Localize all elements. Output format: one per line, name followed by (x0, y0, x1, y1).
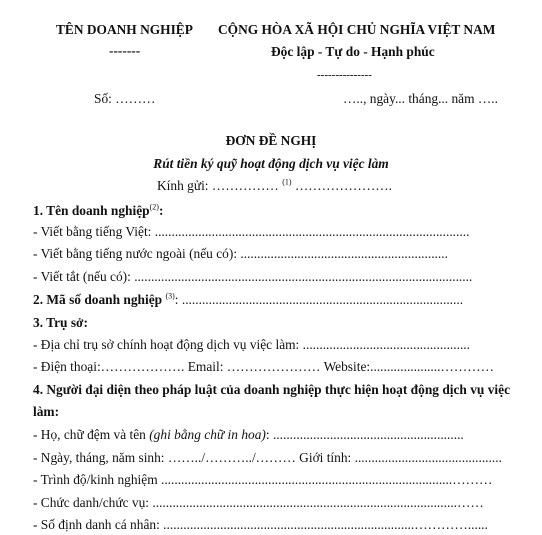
document-number: Số: ……… (94, 91, 156, 106)
field-enterprise-code[interactable]: : .................................................................................... (174, 292, 464, 307)
recipient-note: (1) (282, 177, 292, 187)
field-full-name[interactable] (33, 427, 464, 443)
document-subtitle: Rút tiền ký quỹ hoạt động dịch vụ việc làm (153, 156, 389, 171)
date-line: ….., ngày... tháng... năm ….. (343, 91, 498, 106)
field-personal-id[interactable]: - Số định danh cá nhân: ...........................................................................…………...... (33, 517, 488, 532)
full-name-dots: : ......................................................... (265, 427, 464, 442)
field-position[interactable]: - Chức danh/chức vụ: ...........................................................................................…… (33, 495, 484, 510)
company-dashes: ------- (109, 43, 141, 58)
full-name-hint: (ghi bằng chữ in hoa) (149, 427, 266, 442)
section2-heading: 2. Mã số doanh nghiệp (33, 292, 163, 307)
field-name-foreign[interactable]: - Viết bằng tiếng nước ngoài (nếu có): .............................................................. (33, 246, 448, 261)
document-title: ĐƠN ĐỀ NGHỊ (225, 133, 317, 148)
nation-title: CỘNG HÒA XÃ HỘI CHỦ NGHĨA VIỆT NAM (218, 22, 496, 37)
full-name-label: - Họ, chữ đệm và tên (33, 427, 150, 442)
section1-heading-text: 1. Tên doanh nghiệp (33, 203, 150, 218)
section2-line (33, 292, 463, 308)
company-title: TÊN DOANH NGHIỆP (56, 22, 193, 37)
field-name-short[interactable]: - Viết tắt (nếu có): ..................................................................................................... (33, 269, 473, 284)
section1-heading (33, 203, 163, 219)
field-head-office-address[interactable]: - Địa chỉ trụ sở chính hoạt động dịch vụ việc làm: .................................................. (33, 337, 471, 352)
recipient-label: Kính gửi: …………… (157, 178, 279, 193)
section3-heading: 3. Trụ sở: (33, 315, 88, 330)
recipient-dots: …………………. (291, 178, 392, 193)
field-dob-gender[interactable]: - Ngày, tháng, năm sinh: ……../………../……… Giới tính: ............................................ (33, 450, 502, 465)
motto-dashes: --------------- (317, 69, 372, 81)
field-name-vietnamese[interactable]: - Viết bằng tiếng Việt: .............................................................................................. (33, 224, 470, 239)
section4-heading-line1: 4. Người đại diện theo pháp luật của doanh nghiệp thực hiện hoạt động dịch vụ việc (33, 382, 511, 397)
section2-note: (3) (165, 291, 175, 301)
field-contact-info[interactable]: - Điện thoại:………………. Email: ………………… Website:.....................………… (33, 359, 494, 374)
recipient-line (157, 178, 392, 194)
section4-heading-line2: làm: (33, 404, 60, 419)
field-education[interactable]: - Trình độ/kinh nghiệm .......................................................................................……… (33, 472, 493, 487)
section1-colon: : (158, 203, 164, 218)
motto: Độc lập - Tự do - Hạnh phúc (271, 44, 435, 59)
section1-note: (2) (149, 202, 159, 212)
